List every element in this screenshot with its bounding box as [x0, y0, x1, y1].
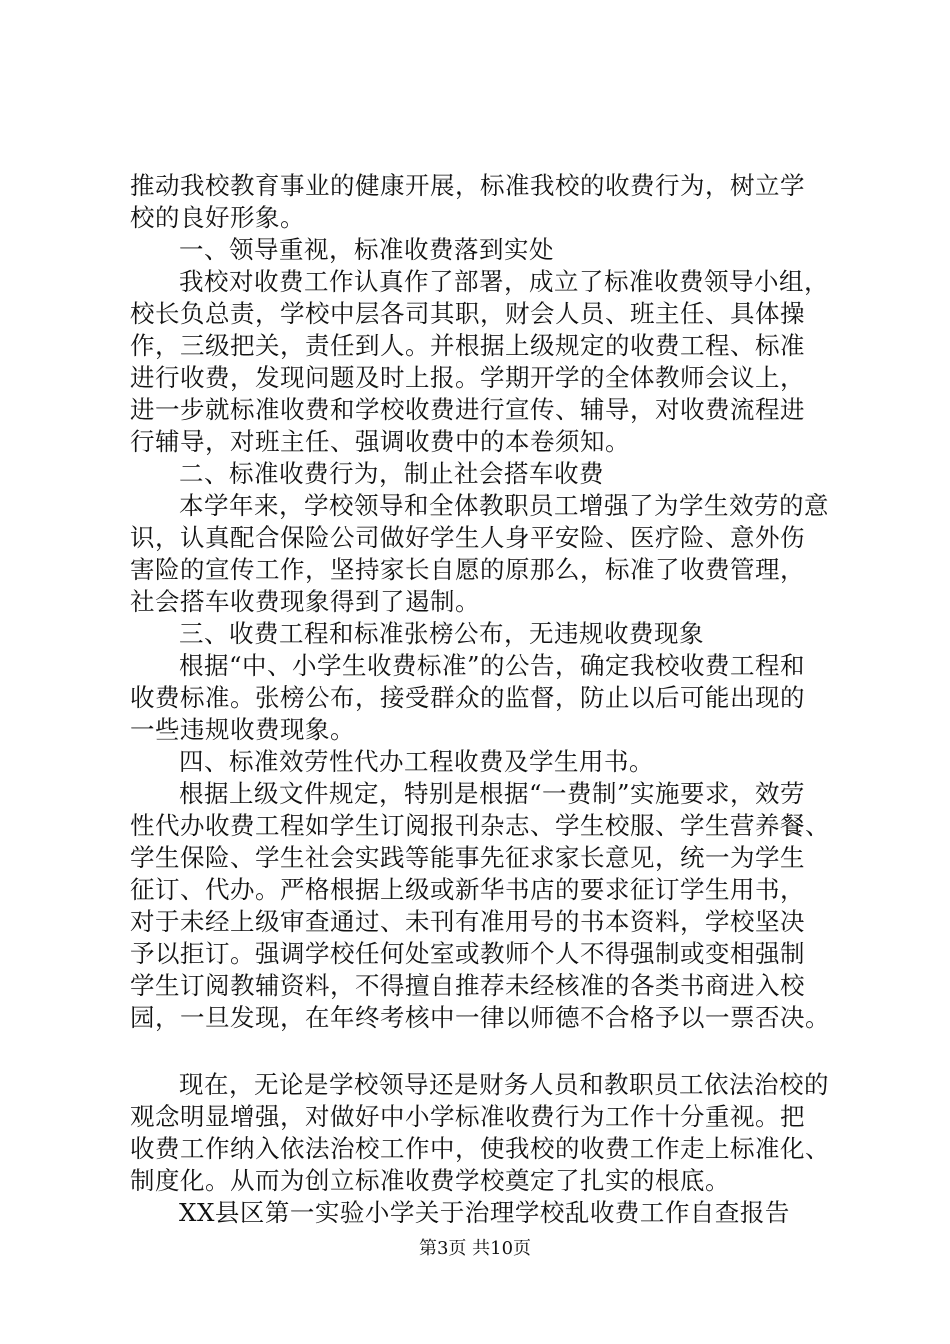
text-line: 一、领导重视，标准收费落到实处	[179, 235, 554, 264]
text-line: 三、收费工程和标准张榜公布，无违规收费现象	[179, 619, 704, 648]
text-line: 作，三级把关，责任到人。并根据上级规定的收费工程、标准	[130, 331, 805, 360]
text-line: 推动我校教育事业的健康开展，标准我校的收费行为，树立学	[130, 171, 805, 200]
paragraph-gap	[130, 1034, 830, 1069]
document-body	[130, 170, 830, 1229]
text-line: 观念明显增强，对做好中小学标准收费行为工作十分重视。把	[130, 1102, 805, 1131]
text-line: 进一步就标准收费和学校收费进行宣传、辅导，对收费流程进	[130, 395, 805, 424]
page-number-footer: 第3页 共10页	[418, 1238, 532, 1259]
text-line: 二、标准收费行为，制止社会搭车收费	[179, 459, 604, 488]
text-line: 本学年来，学校领导和全体教职员工增强了为学生效劳的意	[179, 491, 829, 520]
text-line: 社会搭车收费现象得到了遏制。	[130, 587, 480, 616]
text-line: 识，认真配合保险公司做好学生人身平安险、医疗险、意外伤	[130, 523, 805, 552]
text-line: 根据“中、小学生收费标准”的公告，确定我校收费工程和	[179, 651, 806, 680]
text-line: 征订、代办。严格根据上级或新华书店的要求征订学生用书，	[130, 875, 805, 904]
text-line: 收费工作纳入依法治校工作中，使我校的收费工作走上标准化、	[130, 1134, 830, 1163]
text-line: 园，一旦发现，在年终考核中一律以师德不合格予以一票否决。	[130, 1003, 830, 1032]
text-line: 现在，无论是学校领导还是财务人员和教职员工依法治校的	[179, 1070, 829, 1099]
text-line: 根据上级文件规定，特别是根据“一费制”实施要求，效劳	[179, 779, 806, 808]
text-line: 性代办收费工程如学生订阅报刊杂志、学生校服、学生营养餐、	[130, 811, 830, 840]
text-line: 进行收费，发现问题及时上报。学期开学的全体教师会议上，	[130, 363, 805, 392]
text-line: 我校对收费工作认真作了部署，成立了标准收费领导小组，	[179, 267, 829, 296]
text-line: XX县区第一实验小学关于治理学校乱收费工作自查报告	[179, 1198, 790, 1227]
text-line: 收费标准。张榜公布，接受群众的监督，防止以后可能出现的	[130, 683, 805, 712]
text-line: 校长负总责，学校中层各司其职，财会人员、班主任、具体操	[130, 299, 805, 328]
text-line: 校的良好形象。	[130, 203, 305, 232]
text-line: 一些违规收费现象。	[130, 715, 355, 744]
text-line: 对于未经上级审查通过、未刊有准用号的书本资料，学校坚决	[130, 907, 805, 936]
text-line: 学生保险、学生社会实践等能事先征求家长意见，统一为学生	[130, 843, 805, 872]
text-line: 害险的宣传工作，坚持家长自愿的原那么，标准了收费管理，	[130, 555, 805, 584]
text-line: 行辅导，对班主任、强调收费中的本卷须知。	[130, 427, 630, 456]
text-line: 四、标准效劳性代办工程收费及学生用书。	[179, 747, 654, 776]
text-line: 学生订阅教辅资料，不得擅自推荐未经核准的各类书商进入校	[130, 971, 805, 1000]
text-line: 予以拒订。强调学校任何处室或教师个人不得强制或变相强制	[130, 939, 805, 968]
text-line: 制度化。从而为创立标准收费学校奠定了扎实的根底。	[130, 1166, 730, 1195]
